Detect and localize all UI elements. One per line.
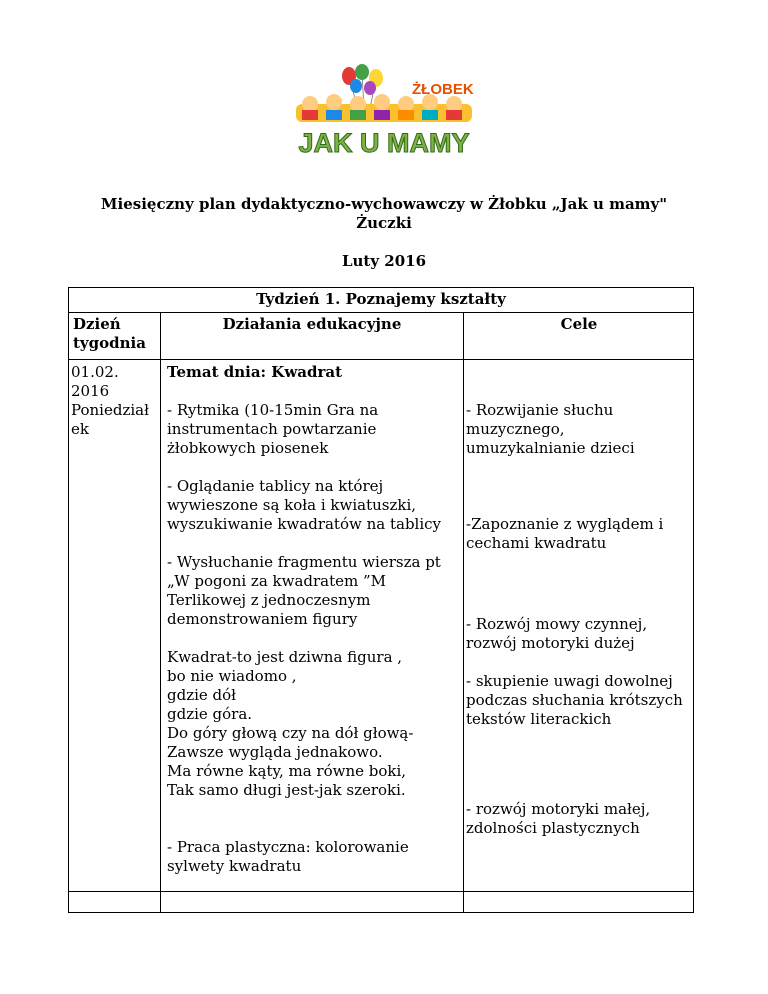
- activity-art: - Praca plastyczna: kolorowanie sylwety kwadratu: [167, 838, 409, 875]
- table-rule: [463, 312, 464, 913]
- topic-of-day: Temat dnia: Kwadrat: [167, 363, 343, 381]
- table-rule: [69, 359, 693, 360]
- goal-speech: - Rozwój mowy czynnej, rozwój motoryki dużej: [466, 615, 648, 652]
- poem-text: Kwadrat-to jest dziwna figura , bo nie wiadomo , gdzie dół gdzie góra. Do góry głową czy na dół głową- Zawsze wygląda jednakowo. Ma równe kąty, ma równe boki, Tak samo długi jest-jak szeroki.: [167, 648, 414, 799]
- table-rule: [160, 312, 161, 913]
- day-cell: 01.02. 2016 Poniedział ek: [71, 363, 149, 438]
- activity-board: - Oglądanie tablicy na której wywieszone są koła i kwiatuszki, wyszukiwanie kwadratów na tablicy: [167, 477, 442, 533]
- children-illustration: [296, 94, 472, 122]
- activity-poem-listening: - Wysłuchanie fragmentu wiersza pt „W pogoni za kwadratem ”M Terlikowej z jednoczesnym demonstrowaniem figury: [167, 553, 441, 628]
- goal-attention: - skupienie uwagi dowolnej podczas słuchania krótszych tekstów literackich: [466, 672, 683, 728]
- logo-text-top: ŻŁOBEK: [412, 81, 474, 98]
- plan-title: Miesięczny plan dydaktyczno-wychowawczy w Żłobku „Jak u mamy": [100, 195, 668, 213]
- goal-square-features: -Zapoznanie z wyglądem i cechami kwadratu: [466, 515, 664, 552]
- table-rule: [69, 891, 693, 892]
- week-title: Tydzień 1. Poznajemy kształty: [256, 290, 506, 308]
- goal-fine-motor: - rozwój motoryki małej, zdolności plastycznych: [466, 800, 651, 837]
- month-label: Luty 2016: [341, 252, 427, 270]
- zlobek-logo: [294, 64, 474, 156]
- column-header-goals: Cele: [560, 315, 598, 333]
- group-name: Żuczki: [356, 214, 412, 232]
- plan-table: [68, 287, 694, 913]
- column-header-day: Dzień tygodnia: [73, 315, 146, 352]
- table-rule: [69, 312, 693, 313]
- goal-hearing: - Rozwijanie słuchu muzycznego, umuzykalnianie dzieci: [466, 401, 635, 457]
- logo-text-bottom: JAK U MAMY: [298, 128, 470, 156]
- activity-rhythmics: - Rytmika (10-15min Gra na instrumentach powtarzanie żłobkowych piosenek: [167, 401, 379, 457]
- column-header-actions: Działania edukacyjne: [222, 315, 402, 333]
